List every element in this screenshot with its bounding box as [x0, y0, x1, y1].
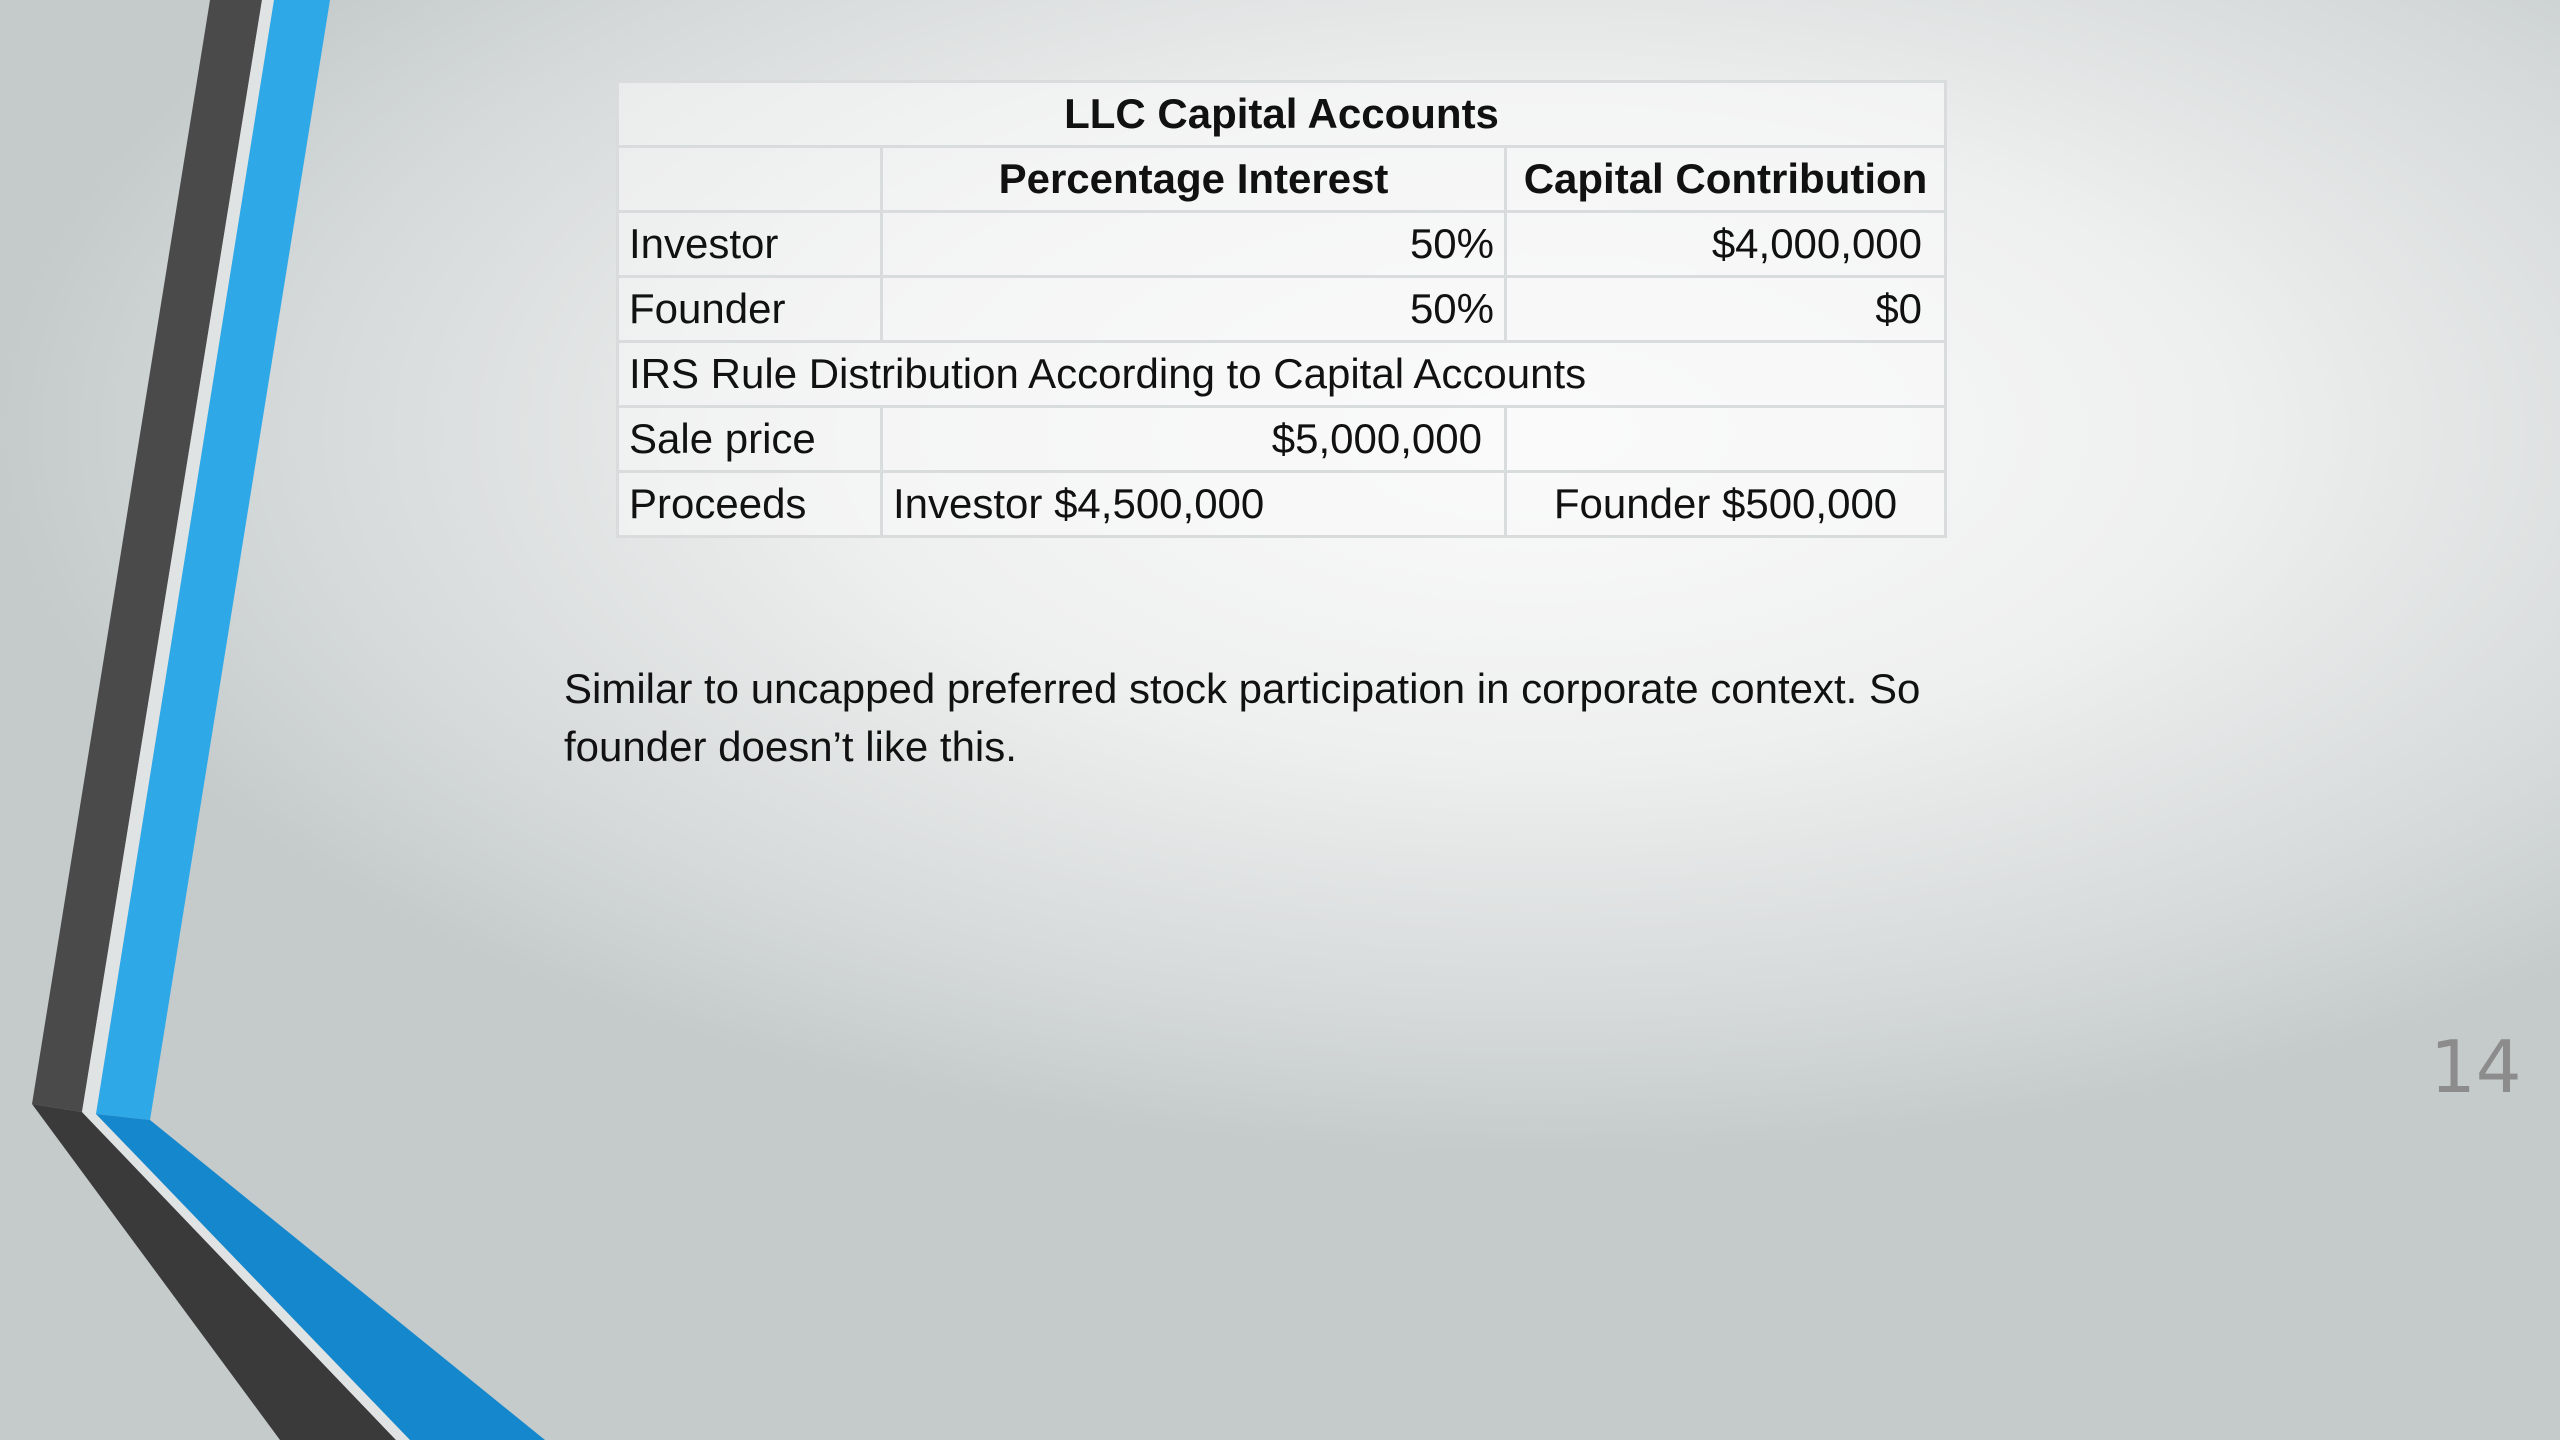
table-header-row	[618, 147, 1946, 212]
founder-contribution: $0	[1506, 277, 1946, 342]
page-number: 14	[2430, 1025, 2522, 1109]
slide-note	[564, 660, 2064, 776]
header-capital-contribution: Capital Contribution	[1506, 147, 1946, 212]
note-line-2: founder doesn’t like this.	[564, 723, 1017, 770]
row-label-founder: Founder	[618, 277, 882, 342]
row-label-sale-price: Sale price	[618, 407, 882, 472]
row-label-proceeds: Proceeds	[618, 472, 882, 537]
table-row	[618, 407, 1946, 472]
founder-percentage: 50%	[882, 277, 1506, 342]
table-row	[618, 212, 1946, 277]
header-percentage-interest: Percentage Interest	[882, 147, 1506, 212]
light-separator-stripe	[82, 0, 274, 1114]
note-line-1: Similar to uncapped preferred stock participation in corporate context. So	[564, 665, 1921, 712]
sale-price-value: $5,000,000	[882, 407, 1506, 472]
header-empty-cell	[618, 147, 882, 212]
table-title-row	[618, 82, 1946, 147]
row-label-investor: Investor	[618, 212, 882, 277]
table-row	[618, 472, 1946, 537]
investor-percentage: 50%	[882, 212, 1506, 277]
table-row	[618, 277, 1946, 342]
investor-proceeds: Investor $4,500,000	[882, 472, 1506, 537]
capital-accounts-table	[616, 80, 1947, 538]
table-section-row	[618, 342, 1946, 407]
founder-proceeds: Founder $500,000	[1506, 472, 1946, 537]
table-title: LLC Capital Accounts	[618, 82, 1946, 147]
investor-contribution: $4,000,000	[1506, 212, 1946, 277]
lower-dark-diagonal	[32, 1104, 396, 1440]
capital-accounts-table-wrap	[616, 80, 1944, 538]
irs-rule-section-label: IRS Rule Distribution According to Capital Accounts	[618, 342, 1946, 407]
sale-price-empty-cell	[1506, 407, 1946, 472]
